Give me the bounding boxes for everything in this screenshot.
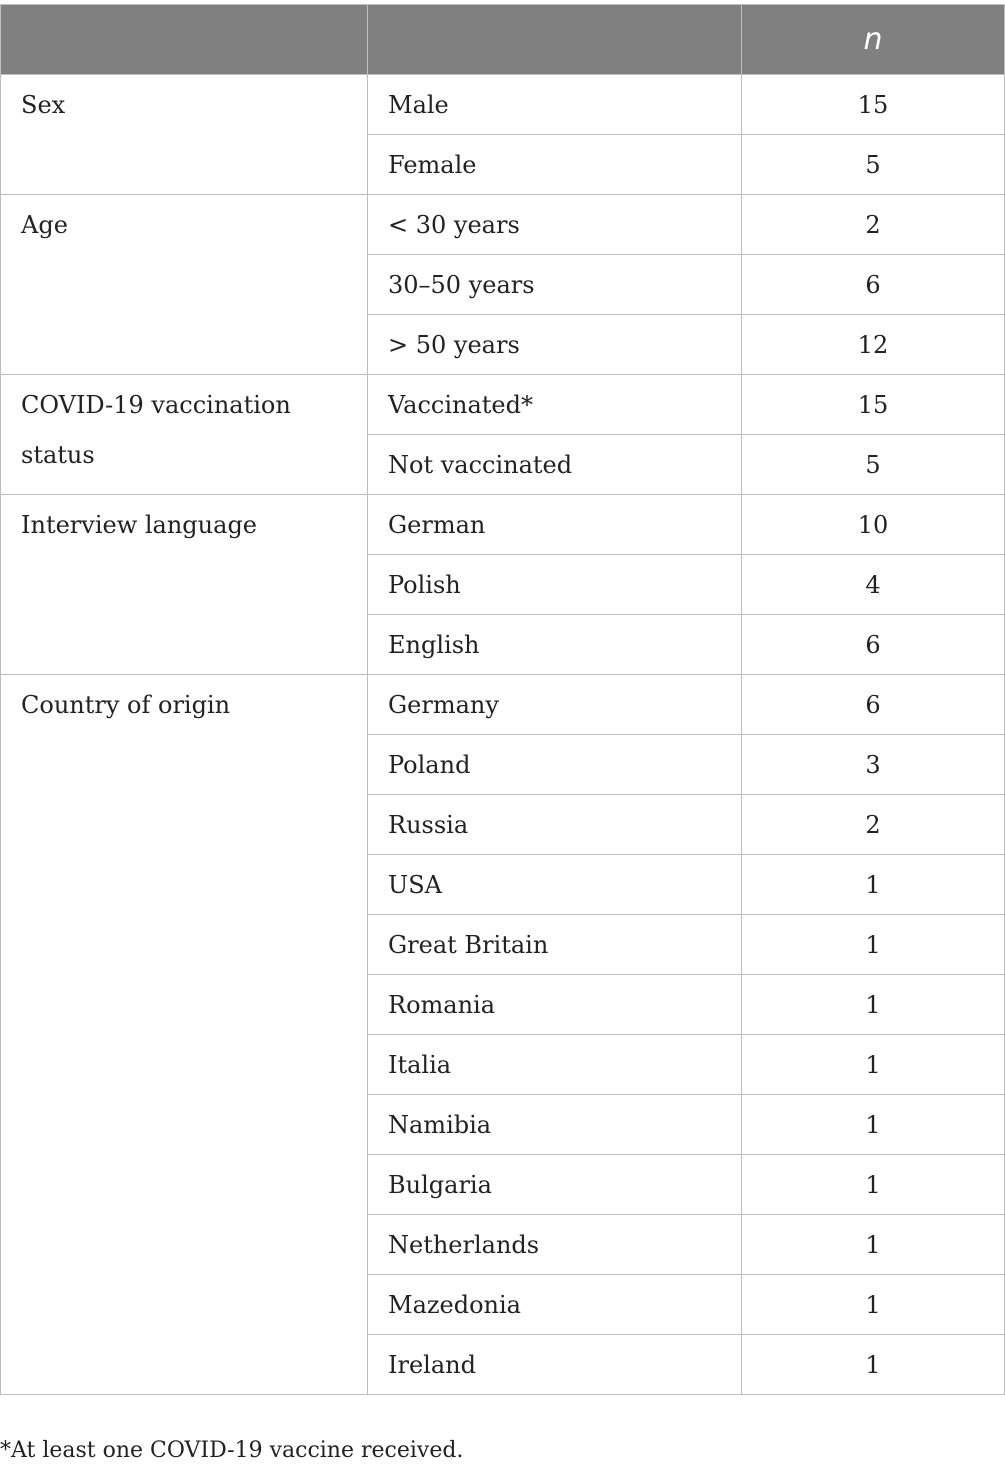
n-cell: 10 bbox=[742, 495, 1005, 555]
n-cell: 1 bbox=[742, 855, 1005, 915]
category-cell: Namibia bbox=[368, 1095, 742, 1155]
category-cell: Russia bbox=[368, 795, 742, 855]
n-cell: 3 bbox=[742, 735, 1005, 795]
group-label-language: Interview language bbox=[1, 495, 368, 675]
category-cell: Great Britain bbox=[368, 915, 742, 975]
header-n: n bbox=[742, 5, 1005, 75]
n-cell: 15 bbox=[742, 75, 1005, 135]
category-cell: Polish bbox=[368, 555, 742, 615]
category-cell: Mazedonia bbox=[368, 1275, 742, 1335]
table-row bbox=[1, 675, 1005, 735]
category-cell: Germany bbox=[368, 675, 742, 735]
n-cell: 2 bbox=[742, 195, 1005, 255]
group-label-sex: Sex bbox=[1, 75, 368, 195]
header-row bbox=[1, 5, 1005, 75]
n-cell: 1 bbox=[742, 1215, 1005, 1275]
n-cell: 4 bbox=[742, 555, 1005, 615]
category-cell: Netherlands bbox=[368, 1215, 742, 1275]
group-label-age: Age bbox=[1, 195, 368, 375]
category-cell: > 50 years bbox=[368, 315, 742, 375]
n-cell: 6 bbox=[742, 675, 1005, 735]
group-label-country: Country of origin bbox=[1, 675, 368, 1395]
n-cell: 6 bbox=[742, 255, 1005, 315]
category-cell: Vaccinated* bbox=[368, 375, 742, 435]
category-cell: Male bbox=[368, 75, 742, 135]
group-label-vaccination: COVID-19 vaccination status bbox=[1, 375, 368, 495]
n-cell: 1 bbox=[742, 975, 1005, 1035]
table-row bbox=[1, 75, 1005, 135]
n-cell: 1 bbox=[742, 1335, 1005, 1395]
table-row bbox=[1, 195, 1005, 255]
n-cell: 15 bbox=[742, 375, 1005, 435]
header-characteristic bbox=[1, 5, 368, 75]
n-cell: 1 bbox=[742, 1035, 1005, 1095]
table-row bbox=[1, 375, 1005, 435]
category-cell: Poland bbox=[368, 735, 742, 795]
n-cell: 1 bbox=[742, 1155, 1005, 1215]
n-cell: 1 bbox=[742, 1275, 1005, 1335]
n-cell: 1 bbox=[742, 1095, 1005, 1155]
category-cell: Italia bbox=[368, 1035, 742, 1095]
category-cell: English bbox=[368, 615, 742, 675]
n-cell: 5 bbox=[742, 435, 1005, 495]
n-cell: 6 bbox=[742, 615, 1005, 675]
demographics-table bbox=[0, 4, 1005, 1395]
n-cell: 12 bbox=[742, 315, 1005, 375]
category-cell: USA bbox=[368, 855, 742, 915]
category-cell: German bbox=[368, 495, 742, 555]
n-cell: 2 bbox=[742, 795, 1005, 855]
category-cell: 30–50 years bbox=[368, 255, 742, 315]
category-cell: < 30 years bbox=[368, 195, 742, 255]
category-cell: Romania bbox=[368, 975, 742, 1035]
n-cell: 1 bbox=[742, 915, 1005, 975]
table-footnote: *At least one COVID-19 vaccine received. bbox=[0, 1438, 464, 1463]
category-cell: Ireland bbox=[368, 1335, 742, 1395]
category-cell: Not vaccinated bbox=[368, 435, 742, 495]
table-row bbox=[1, 495, 1005, 555]
n-cell: 5 bbox=[742, 135, 1005, 195]
category-cell: Female bbox=[368, 135, 742, 195]
header-category bbox=[368, 5, 742, 75]
category-cell: Bulgaria bbox=[368, 1155, 742, 1215]
